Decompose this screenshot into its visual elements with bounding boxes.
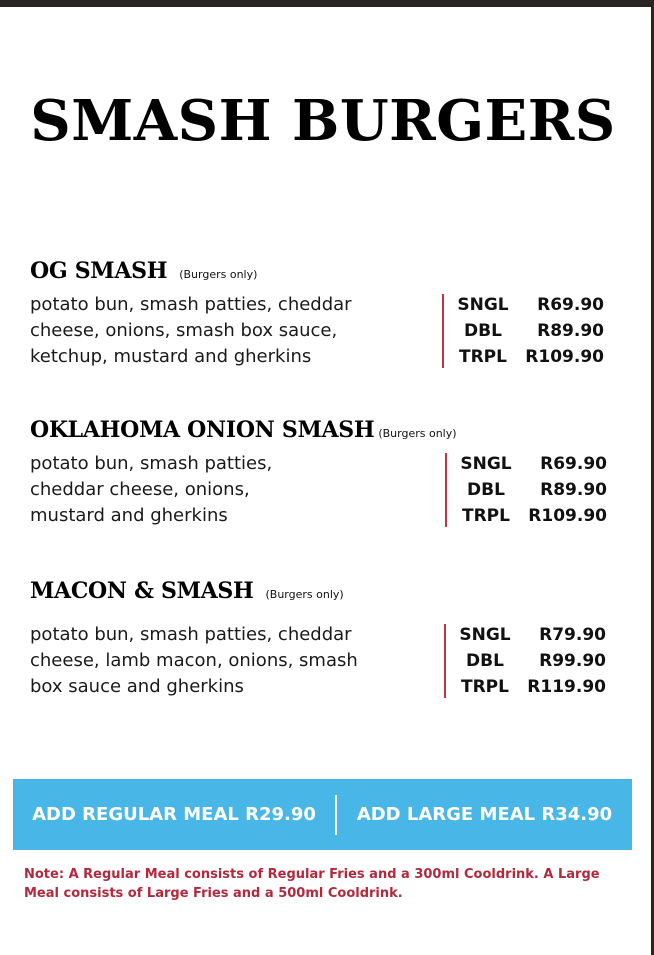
- price-row: [444, 318, 604, 344]
- menu-item-description: [30, 622, 430, 700]
- size-label: TRPL: [462, 506, 510, 526]
- price-table: [444, 292, 604, 370]
- description-line: cheese, onions, smash box sauce,: [30, 320, 338, 341]
- size-label: TRPL: [459, 347, 507, 367]
- menu-item-header: [30, 578, 630, 608]
- price-value: R99.90: [539, 651, 606, 671]
- description-line: potato bun, smash patties,: [30, 453, 273, 474]
- price-row: [446, 674, 606, 700]
- price-row: [447, 477, 607, 503]
- size-label: SNGL: [457, 295, 509, 315]
- price-row: [446, 648, 606, 674]
- meal-addon-bar: [13, 779, 632, 850]
- menu-item-name: OKLAHOMA ONION SMASH: [30, 417, 375, 443]
- menu-item-note: (Burgers only): [265, 588, 344, 601]
- price-value: R109.90: [528, 506, 607, 526]
- price-value: R89.90: [540, 480, 607, 500]
- size-label: DBL: [467, 480, 505, 500]
- price-value: R119.90: [527, 677, 606, 697]
- price-value: R69.90: [540, 454, 607, 474]
- size-label: TRPL: [461, 677, 509, 697]
- menu-item-body: [30, 451, 630, 531]
- description-line: box sauce and gherkins: [30, 676, 244, 697]
- menu-item-body: [30, 622, 630, 702]
- add-large-meal-option: ADD LARGE MEAL R34.90: [356, 804, 613, 825]
- description-line: ketchup, mustard and gherkins: [30, 346, 312, 367]
- menu-item-name: OG SMASH: [30, 258, 168, 284]
- menu-item-note: (Burgers only): [378, 427, 457, 440]
- price-row: [447, 451, 607, 477]
- size-label: DBL: [466, 651, 504, 671]
- menu-item-description: [30, 292, 430, 370]
- add-regular-meal-option: ADD REGULAR MEAL R29.90: [32, 804, 316, 825]
- meal-footnote: Note: A Regular Meal consists of Regular Fries and a 300ml Cooldrink. A Large Meal consists of Large Fries and a 500ml Cooldrink.: [24, 867, 600, 901]
- menu-item-macon-and-smash: [30, 578, 630, 702]
- description-line: potato bun, smash patties, cheddar: [30, 294, 352, 315]
- menu-item-name: MACON & SMASH: [30, 578, 254, 604]
- menu-item-body: [30, 292, 630, 372]
- price-row: [447, 503, 607, 529]
- price-table: [446, 622, 606, 700]
- price-value: R109.90: [525, 347, 604, 367]
- menu-item-oklahoma-onion-smash: [30, 417, 630, 531]
- menu-item-note: (Burgers only): [179, 268, 258, 281]
- menu-item-description: [30, 451, 430, 529]
- menu-item-og-smash: [30, 258, 630, 372]
- description-line: mustard and gherkins: [30, 505, 228, 526]
- price-value: R79.90: [539, 625, 606, 645]
- top-frame-bar: [0, 0, 654, 7]
- page-title: SMASH BURGERS: [30, 88, 616, 154]
- description-line: cheese, lamb macon, onions, smash: [30, 650, 358, 671]
- size-label: SNGL: [459, 625, 511, 645]
- description-line: potato bun, smash patties, cheddar: [30, 624, 352, 645]
- menu-item-header: [30, 258, 630, 288]
- price-row: [446, 622, 606, 648]
- price-value: R89.90: [537, 321, 604, 341]
- price-row: [444, 292, 604, 318]
- size-label: SNGL: [460, 454, 512, 474]
- price-row: [444, 344, 604, 370]
- description-line: cheddar cheese, onions,: [30, 479, 250, 500]
- size-label: DBL: [464, 321, 502, 341]
- price-table: [447, 451, 607, 529]
- menu-item-header: [30, 417, 630, 447]
- price-value: R69.90: [537, 295, 604, 315]
